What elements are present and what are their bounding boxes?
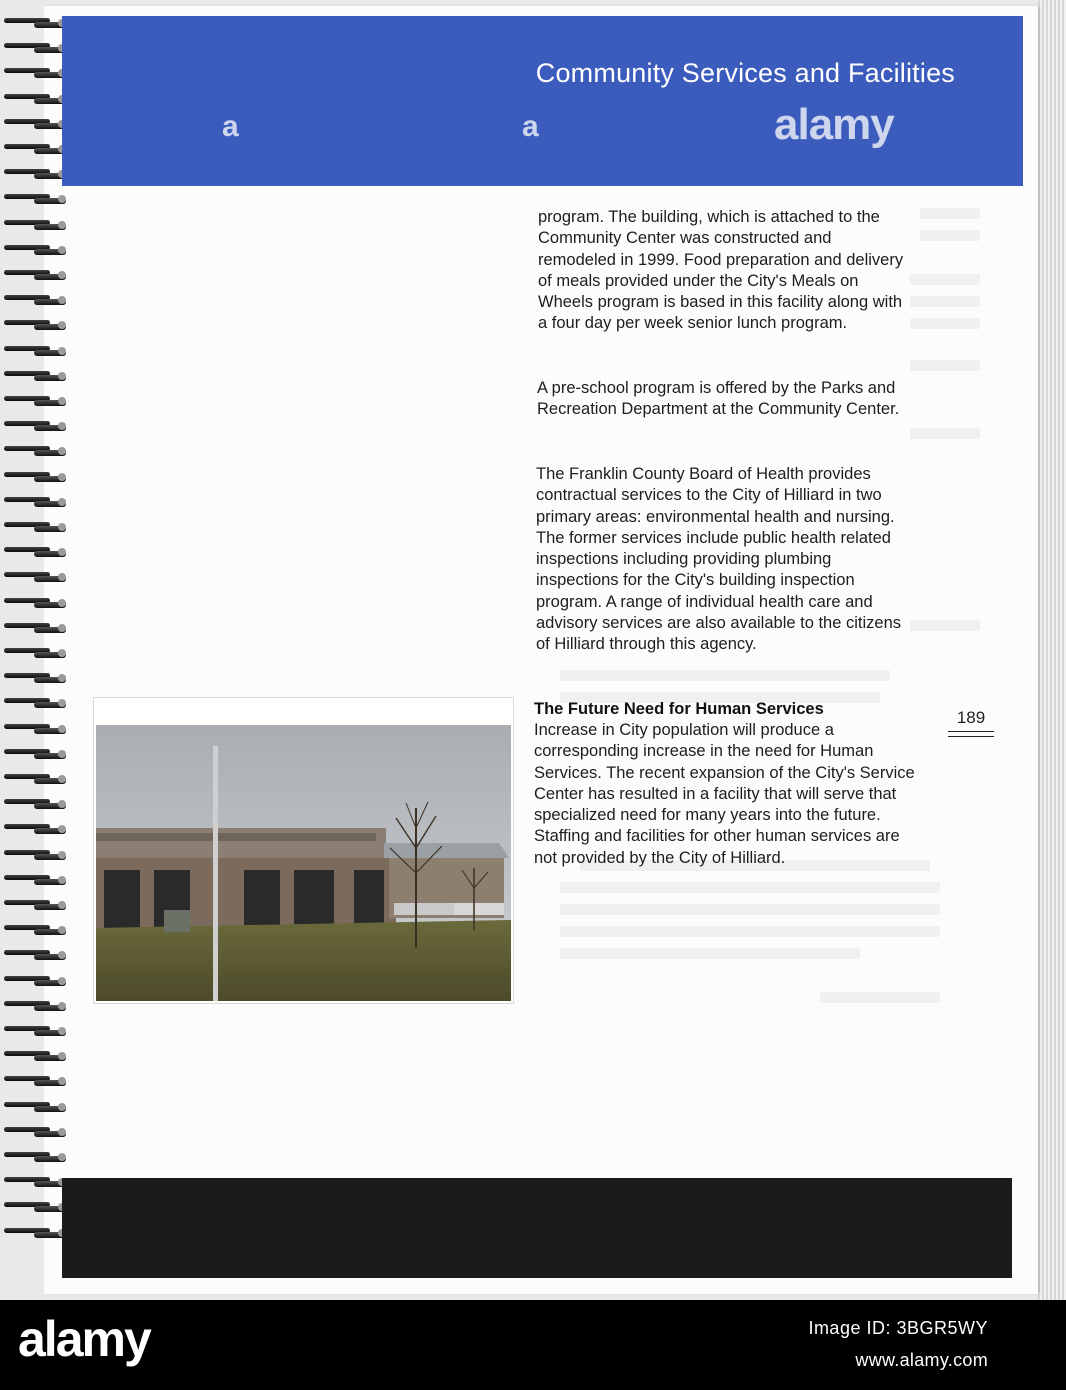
spiral-binding	[0, 18, 70, 1268]
binding-coil	[4, 1152, 66, 1161]
image-id-label: Image ID: 3BGR5WY	[808, 1318, 988, 1338]
binding-coil	[4, 1076, 66, 1085]
binding-coil	[4, 119, 66, 128]
watermark-mark: a	[522, 110, 539, 143]
footer-band	[62, 1178, 1012, 1278]
binding-coil	[4, 295, 66, 304]
binding-coil	[4, 799, 66, 808]
body-paragraph: A pre-school program is offered by the Parks and Recreation Department at the Community Center.	[537, 379, 900, 419]
binding-coil	[4, 950, 66, 959]
binding-coil	[4, 824, 66, 833]
binding-coil	[4, 220, 66, 229]
binding-coil	[4, 421, 66, 430]
binding-coil	[4, 1102, 66, 1111]
binding-coil	[4, 371, 66, 380]
binding-coil	[4, 1026, 66, 1035]
binding-coil	[4, 346, 66, 355]
binding-coil	[4, 900, 66, 909]
binding-coil	[4, 94, 66, 103]
binding-coil	[4, 1001, 66, 1010]
page-number: 189	[956, 708, 986, 727]
body-paragraph: The Franklin County Board of Health provides contractual services to the City of Hilliard in two primary areas: environmental health and nursing. The former services include public health related inspections including providing plumbing inspections for the City's building inspection program. A range of individual health care and advisory services are also available to the citizens of Hilliard through this agency.	[536, 465, 902, 654]
binding-coil	[4, 648, 66, 657]
binding-coil	[4, 194, 66, 203]
binding-coil	[4, 572, 66, 581]
binding-coil	[4, 875, 66, 884]
binding-coil	[4, 446, 66, 455]
binding-coil	[4, 673, 66, 682]
binding-coil	[4, 1127, 66, 1136]
binding-coil	[4, 623, 66, 632]
header-band	[62, 16, 1023, 186]
binding-coil	[4, 68, 66, 77]
binding-coil	[4, 598, 66, 607]
binding-coil	[4, 1177, 66, 1186]
binding-coil	[4, 245, 66, 254]
section-body: Increase in City population will produce a corresponding increase in the need for Human Services. The recent expansion of the City's Service Center has resulted in a facility that will serve that specialized need for many years into the future. Staffing and facilities for other human services are not provided by the City of Hilliard.	[534, 721, 915, 867]
binding-coil	[4, 925, 66, 934]
binding-coil	[4, 724, 66, 733]
binding-coil	[4, 774, 66, 783]
future-need-section	[534, 699, 918, 869]
watermark-mark: a	[222, 110, 239, 143]
binding-coil	[4, 472, 66, 481]
binding-coil	[4, 976, 66, 985]
binding-coil	[4, 43, 66, 52]
binding-coil	[4, 396, 66, 405]
site-url: www.alamy.com	[855, 1350, 988, 1370]
watermark-logo: alamy	[774, 100, 894, 149]
binding-coil	[4, 547, 66, 556]
binding-coil	[4, 698, 66, 707]
binding-coil	[4, 1228, 66, 1237]
page-number-rule	[948, 731, 994, 737]
binding-coil	[4, 144, 66, 153]
binding-coil	[4, 749, 66, 758]
binding-coil	[4, 1051, 66, 1060]
binding-coil	[4, 522, 66, 531]
binding-coil	[4, 18, 66, 27]
binding-coil	[4, 169, 66, 178]
stock-watermark-bar	[0, 1300, 1066, 1390]
body-paragraph: program. The building, which is attached to the Community Center was constructed and remodeled in 1999. Food preparation and delivery of meals provided under the City's Meals on Wheels program is based in this facility along with a four day per week senior lunch program.	[538, 208, 904, 333]
alamy-logo: alamy	[18, 1311, 150, 1367]
binding-coil	[4, 270, 66, 279]
binding-coil	[4, 320, 66, 329]
binding-coil	[4, 497, 66, 506]
binding-coil	[4, 1202, 66, 1211]
page-title: Community Services and Facilities	[535, 58, 955, 88]
page-stack-edges	[1038, 0, 1066, 1300]
binding-coil	[4, 850, 66, 859]
section-heading: The Future Need for Human Services	[534, 700, 824, 718]
service-center-photo	[93, 697, 514, 1004]
